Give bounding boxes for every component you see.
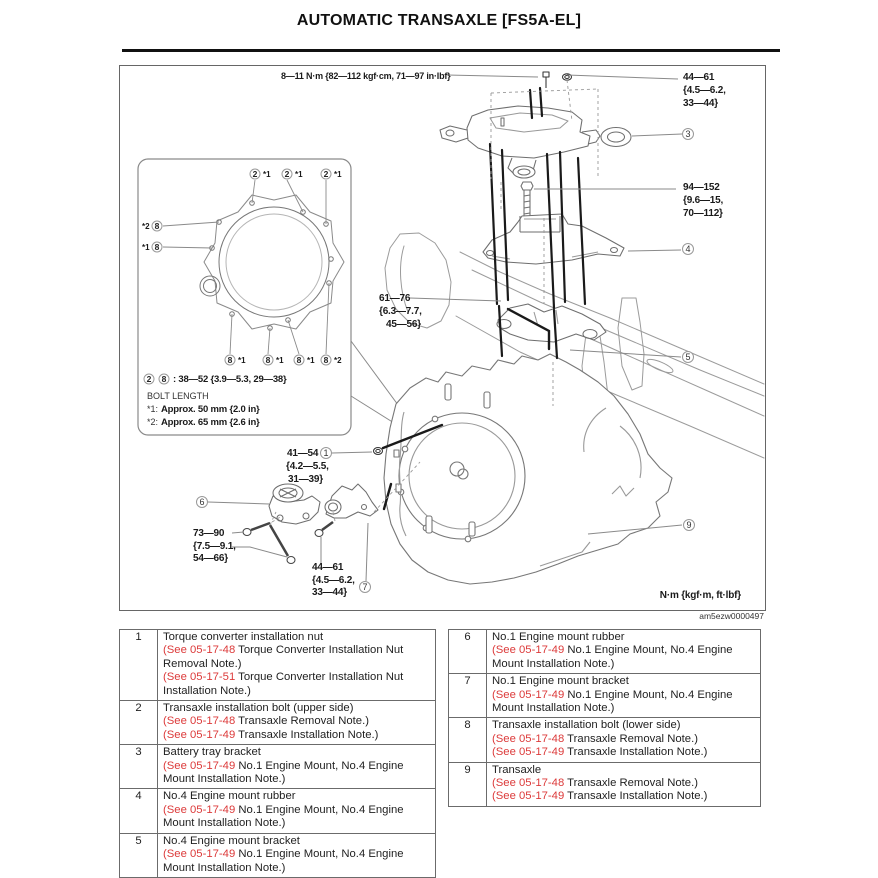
svg-text:70—112}: 70—112} [683, 208, 723, 219]
callout-1 [321, 448, 332, 459]
part-number-cell: 9 [449, 762, 487, 806]
note-text: Torque Converter Installation Nut Removal Note.) [163, 644, 404, 670]
note-text: Transaxle Removal Note.) [564, 732, 698, 745]
svg-text:2: 2 [146, 374, 152, 384]
note-text: Transaxle Installation Note.) [564, 746, 708, 759]
parts-table-left [119, 629, 436, 878]
part-number-cell: 1 [120, 630, 158, 701]
svg-text:41—54: 41—54 [287, 448, 319, 459]
svg-text:*1: *1 [142, 243, 150, 252]
svg-text:61—76: 61—76 [379, 293, 411, 304]
callout-6 [197, 497, 208, 508]
svg-text:54—66}: 54—66} [193, 553, 228, 564]
part-note [492, 644, 756, 671]
part-description-cell [487, 718, 761, 762]
note-text: No.1 Engine Mount, No.4 Engine Mount Installation Note.) [492, 688, 733, 715]
part-number-cell: 2 [120, 701, 158, 745]
parts-table-row [449, 718, 761, 762]
parts-table-row [120, 701, 436, 745]
see-reference-link[interactable]: (See 05-17-49 [492, 746, 565, 759]
parts-table-row [449, 674, 761, 718]
part-name: Transaxle installation bolt (lower side) [492, 719, 681, 732]
see-reference-link[interactable]: (See 05-17-49 [492, 644, 565, 657]
exploded-view-figure [119, 65, 766, 611]
callout-9 [684, 520, 695, 531]
svg-text:8: 8 [154, 221, 160, 231]
callout-3 [683, 129, 694, 140]
svg-text:2: 2 [323, 169, 329, 179]
svg-text:{9.6—15,: {9.6—15, [683, 195, 724, 206]
see-reference-link[interactable]: (See 05-17-48 [163, 644, 236, 657]
svg-text:33—44}: 33—44} [312, 587, 347, 598]
parts-table-row [449, 630, 761, 674]
note-text: Transaxle Removal Note.) [235, 715, 369, 728]
note-text: No.1 Engine Mount, No.4 Engine Mount Installation Note.) [163, 759, 404, 786]
svg-text:{7.5—9.1,: {7.5—9.1, [193, 541, 236, 552]
note-text: Transaxle Installation Note.) [235, 728, 379, 741]
torque-label-top: 8—11 N·m {82—112 kgf·cm, 71—97 in·lbf} [281, 71, 451, 81]
svg-text:{4.5—6.2,: {4.5—6.2, [312, 575, 355, 586]
svg-text:*1: *1 [295, 170, 303, 179]
see-reference-link[interactable]: (See 05-17-49 [163, 728, 236, 741]
part-name: No.1 Engine mount bracket [492, 675, 629, 688]
part-note [163, 760, 431, 787]
bolt-length-note-1: Approx. 50 mm {2.0 in} [161, 404, 260, 415]
see-reference-link[interactable]: (See 05-17-49 [163, 848, 236, 861]
svg-text:8: 8 [161, 374, 167, 384]
callout-5 [683, 352, 694, 363]
part-note [492, 733, 756, 746]
svg-text:*2:: *2: [147, 417, 159, 427]
svg-text:73—90: 73—90 [193, 528, 225, 539]
part-note [163, 715, 431, 728]
part-number-cell: 8 [449, 718, 487, 762]
see-reference-link[interactable]: (See 05-17-48 [163, 715, 236, 728]
part-name: No.4 Engine mount bracket [163, 834, 300, 847]
part-name: Transaxle installation bolt (upper side) [163, 702, 354, 715]
nut-41-54 [374, 448, 383, 455]
see-reference-link[interactable]: (See 05-17-48 [492, 777, 565, 790]
part-name: No.1 Engine mount rubber [492, 631, 625, 643]
part-note [163, 804, 431, 831]
part-name: No.4 Engine mount rubber [163, 790, 296, 803]
svg-text:3: 3 [685, 129, 691, 139]
part-note [163, 644, 431, 671]
note-text: Transaxle Removal Note.) [564, 777, 698, 790]
note-text: No.1 Engine Mount, No.4 Engine Mount Installation Note.) [163, 803, 404, 830]
svg-text:*1: *1 [276, 356, 284, 365]
part-note [492, 790, 756, 803]
parts-table-row [120, 630, 436, 701]
svg-text:94—152: 94—152 [683, 182, 720, 193]
callout-7 [360, 582, 371, 593]
top-screw [543, 72, 549, 88]
svg-text:4: 4 [685, 244, 691, 254]
parts-table-right [448, 629, 761, 807]
callout-4 [683, 244, 694, 255]
part-name: Torque converter installation nut [163, 631, 324, 643]
part-description-cell [158, 630, 436, 701]
svg-text:*2: *2 [334, 356, 342, 365]
svg-text:8: 8 [265, 355, 271, 365]
title-underline [122, 49, 780, 52]
figure-id: am5ezw0000497 [699, 611, 764, 621]
bolt-73-90-long [270, 525, 295, 564]
parts-table-row [120, 745, 436, 789]
bolt-44-61-lower [315, 522, 333, 537]
see-reference-link[interactable]: (See 05-17-49 [492, 688, 565, 701]
svg-text:9: 9 [686, 520, 692, 530]
svg-text:*1: *1 [334, 170, 342, 179]
note-text: Transaxle Installation Note.) [564, 790, 708, 803]
units-note: N·m {kgf·m, ft·lbf} [659, 590, 741, 601]
see-reference-link[interactable]: (See 05-17-49 [492, 790, 565, 803]
note-text: No.1 Engine Mount, No.4 Engine Mount Installation Note.) [163, 848, 404, 874]
svg-text:44—61: 44—61 [312, 562, 344, 573]
part-description-cell [158, 789, 436, 833]
svg-text:8: 8 [227, 355, 233, 365]
svg-text:8: 8 [154, 242, 160, 252]
svg-text:33—44}: 33—44} [683, 98, 718, 109]
part-note [163, 729, 431, 742]
svg-text:1: 1 [323, 448, 329, 458]
svg-text:*1: *1 [238, 356, 246, 365]
bolt-length-note-2: Approx. 65 mm {2.6 in} [161, 417, 260, 428]
part-number-cell: 5 [120, 833, 158, 877]
svg-text:*1: *1 [307, 356, 315, 365]
part-note [492, 777, 756, 790]
transaxle-exploded-diagram [120, 66, 765, 610]
svg-text:*1: *1 [263, 170, 271, 179]
part-number-cell: 6 [449, 630, 487, 674]
part-number-cell: 4 [120, 789, 158, 833]
parts-table-row [120, 833, 436, 877]
part-description-cell [158, 701, 436, 745]
bolt-length-title: BOLT LENGTH [147, 391, 209, 401]
transaxle-drawing [384, 354, 672, 584]
see-reference-link[interactable]: (See 05-17-49 [163, 803, 236, 816]
see-reference-link[interactable]: (See 05-17-48 [492, 732, 565, 745]
svg-text:{4.2—5.5,: {4.2—5.5, [286, 461, 329, 472]
no4-mount-parts-drawing [440, 72, 631, 342]
part-number-cell: 3 [120, 745, 158, 789]
page-title: AUTOMATIC TRANSAXLE [FS5A-EL] [296, 12, 582, 29]
svg-text:2: 2 [252, 169, 258, 179]
part-note [492, 746, 756, 759]
part-name: Battery tray bracket [163, 746, 261, 759]
svg-text:8: 8 [323, 355, 329, 365]
svg-text:*2: *2 [142, 222, 150, 231]
part-name: Transaxle [492, 763, 542, 776]
svg-text:6: 6 [199, 497, 205, 507]
parts-table-row [449, 762, 761, 806]
svg-text:{6.3—7.7,: {6.3—7.7, [379, 306, 422, 317]
part-note [492, 689, 756, 716]
part-note [163, 671, 431, 698]
svg-text:2: 2 [284, 169, 290, 179]
part-description-cell [487, 674, 761, 718]
svg-text:8: 8 [296, 355, 302, 365]
see-reference-link[interactable]: (See 05-17-49 [163, 759, 236, 772]
bolt-94-152 [521, 182, 533, 218]
bolt-73-90-short [243, 523, 270, 536]
svg-text:44—61: 44—61 [683, 72, 715, 83]
parts-table-row [120, 789, 436, 833]
svg-text:45—56}: 45—56} [386, 319, 421, 330]
part-description-cell [487, 762, 761, 806]
note-text: Torque Converter Installation Nut Installation Note.) [163, 671, 404, 697]
svg-text:*1:: *1: [147, 404, 159, 414]
part-note [163, 848, 431, 875]
bolt-location-inset [138, 159, 351, 435]
svg-text:31—39}: 31—39} [288, 474, 323, 485]
part-description-cell [487, 630, 761, 674]
part-number-cell: 7 [449, 674, 487, 718]
part-description-cell [158, 745, 436, 789]
part-description-cell [158, 833, 436, 877]
see-reference-link[interactable]: (See 05-17-51 [163, 671, 236, 684]
note-text: No.1 Engine Mount, No.4 Engine Mount Installation Note.) [492, 644, 733, 670]
svg-text:{4.5—6.2,: {4.5—6.2, [683, 85, 726, 96]
svg-text:7: 7 [362, 582, 368, 592]
svg-text:5: 5 [685, 352, 691, 362]
legend-torque-value: : 38—52 {3.9—5.3, 29—38} [173, 374, 287, 385]
